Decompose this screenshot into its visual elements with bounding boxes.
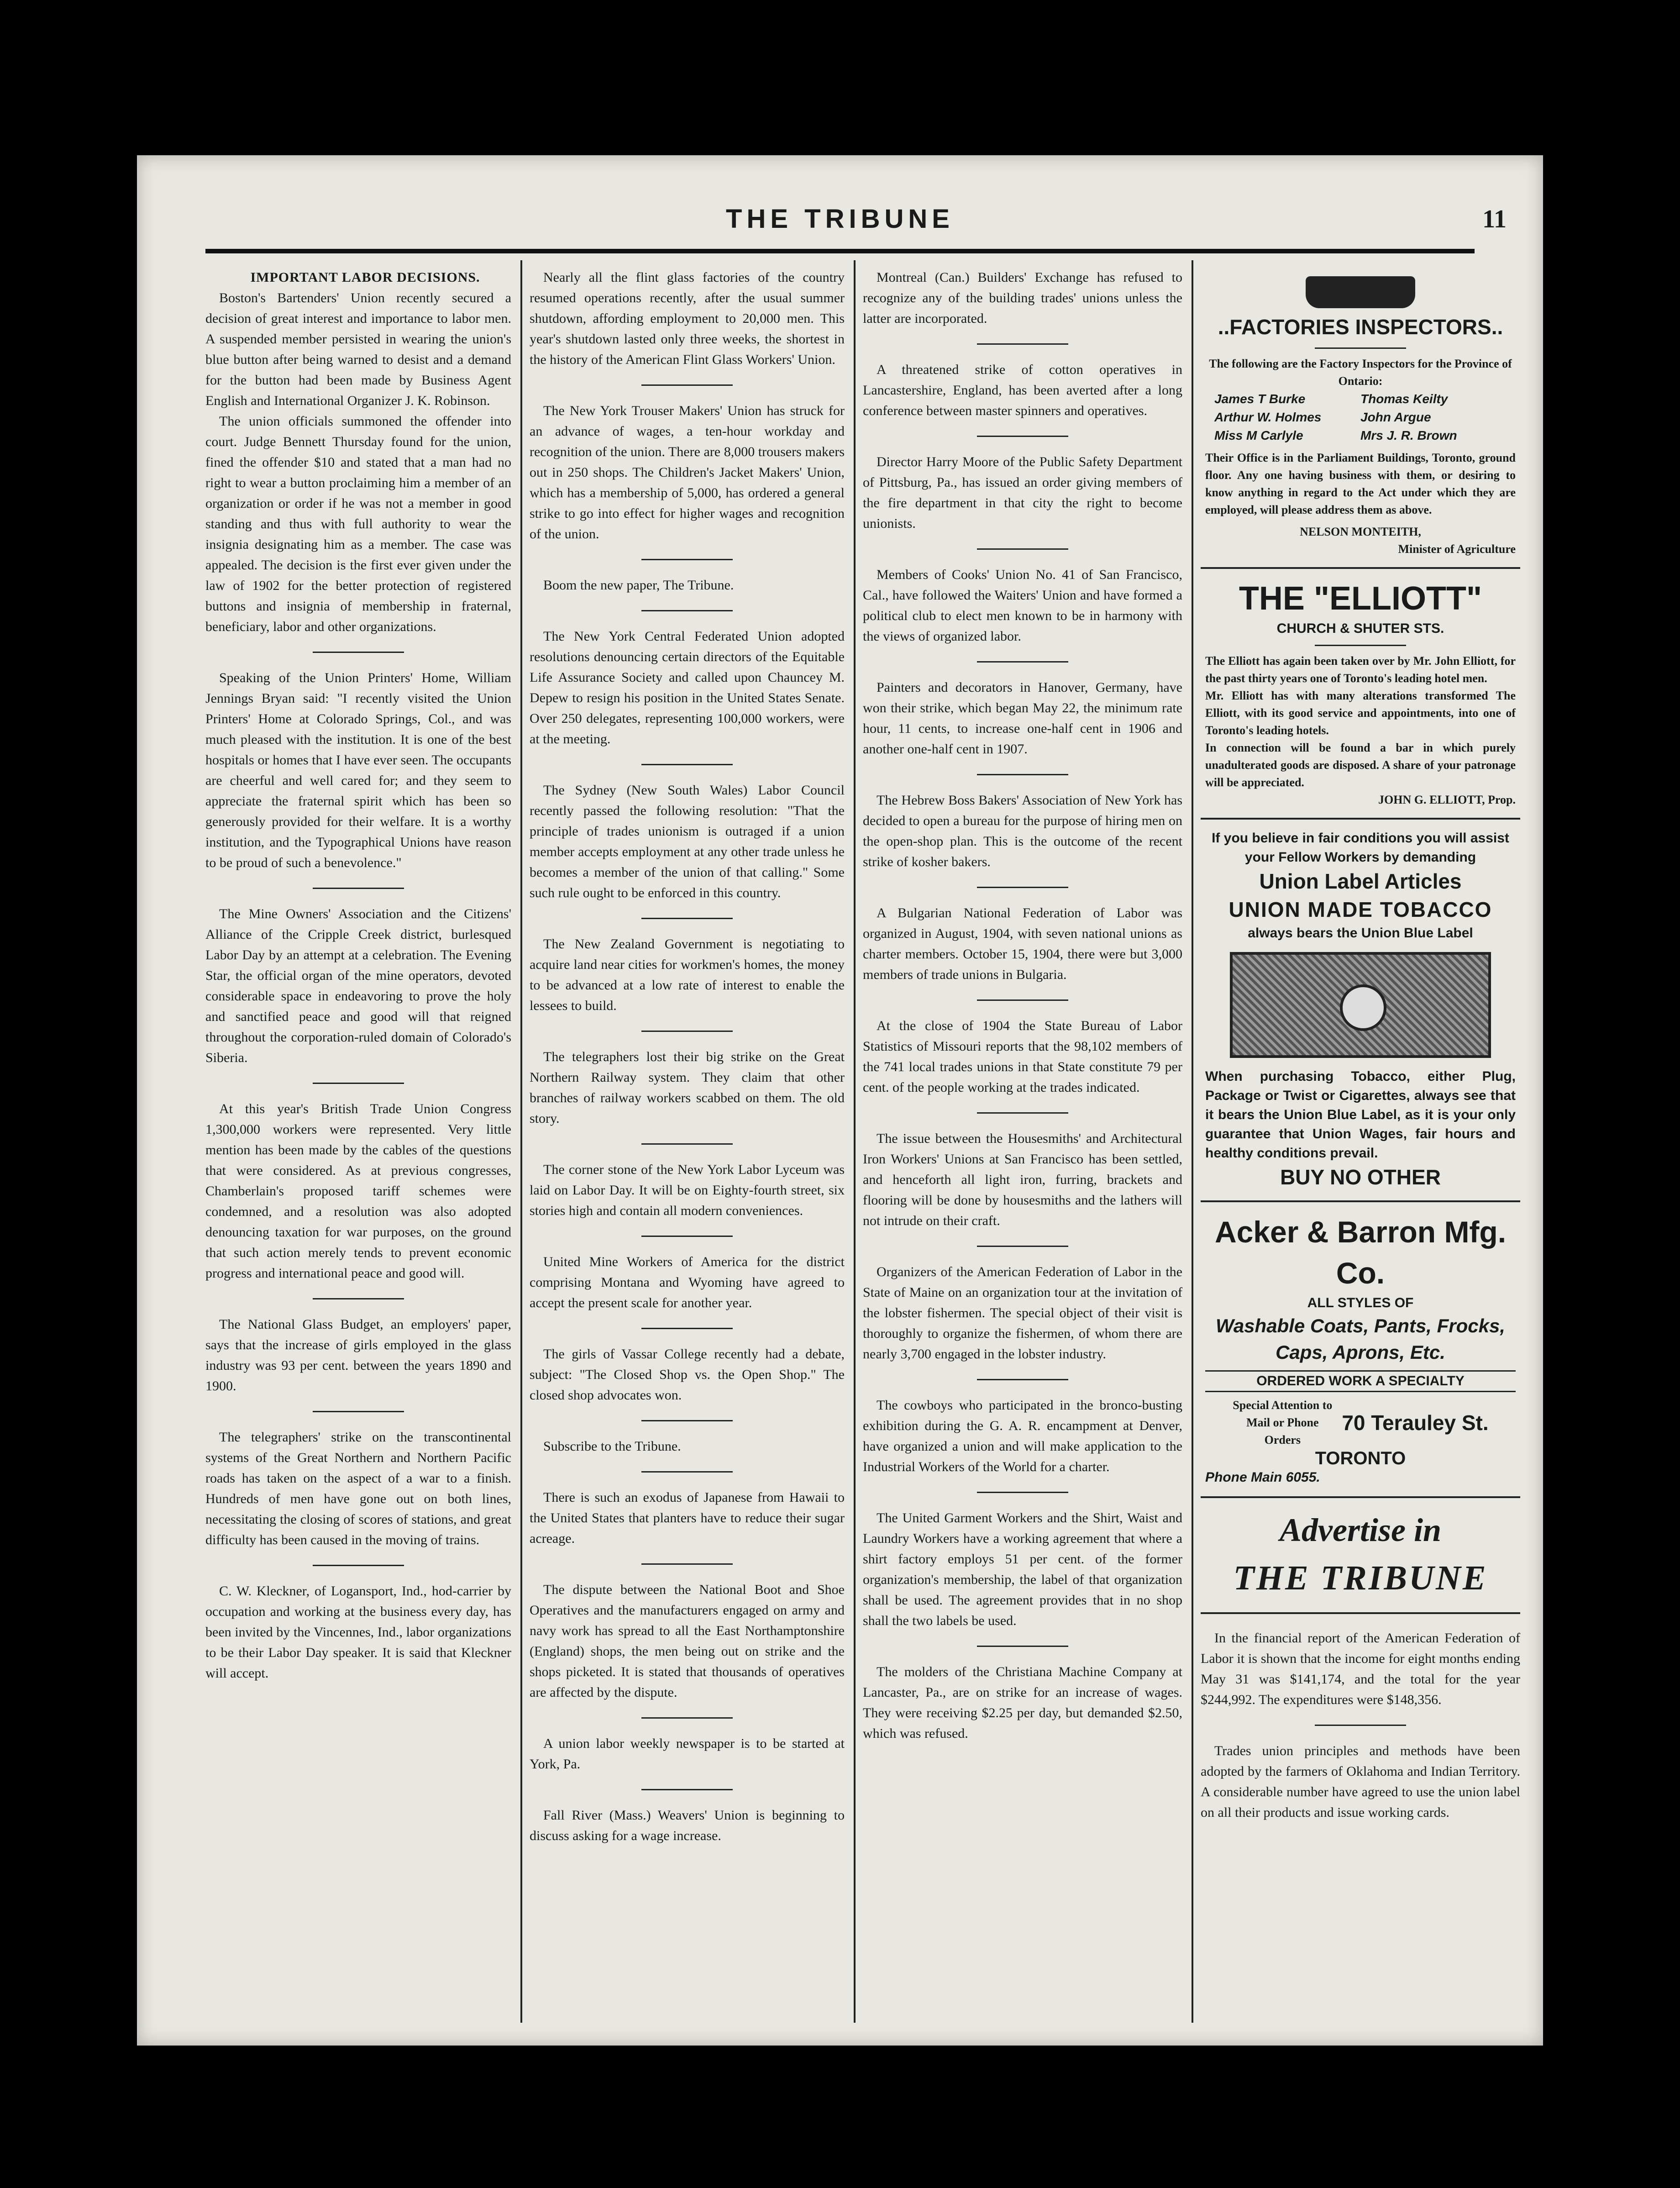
divider [1315,347,1406,349]
ad-signature: JOHN G. ELLIOTT, Prop. [1378,793,1516,806]
header-rule [205,249,1475,253]
article-text: The National Glass Budget, an employers' paper, says that the increase of girls employed in the glass industry was 93 per cent. between the years 1890 and 1900. [205,1317,511,1394]
article [863,343,1182,421]
column-1 [205,267,511,1698]
ad-title: THE "ELLIOTT" [1239,580,1482,617]
column-2 [530,267,845,1861]
ad-text: always bears the Union Blue Label [1248,926,1473,941]
article-text: The cowboys who participated in the bronco-busting exhibition during the G. A. R. encampment at Denver, have organized a union and will make application to the Industrial Workers of the World for a charter. [863,1398,1182,1474]
article-text: The United Garment Workers and the Shirt, Waist and Laundry Workers have a working agreement that where a shirt factory employs 51 per cent. of the former organization's membership, the label of that organization shall be used. The agreement provides that in no shop shall the two labels be used. [863,1510,1182,1628]
newspaper-page [137,155,1543,2046]
article [530,1031,845,1129]
article [530,559,845,595]
article-text: The telegraphers lost their big strike on the Great Northern Railway system. They claim that other branches of railway workers scabbed on them. The old story. [530,1049,845,1126]
ad-text: The following are the Factory Inspectors for the Province of Ontario: [1209,357,1512,388]
ad-text: Special Attention to Mail or Phone Orders [1233,1399,1333,1446]
inspector-name: Arthur W. Holmes [1214,410,1322,424]
ad-subtitle: CHURCH & SHUTER STS. [1276,621,1444,636]
ad-title: UNION MADE TOBACCO [1228,898,1492,921]
article [205,1298,511,1396]
article-text: Speaking of the Union Printers' Home, William Jennings Bryan said: "I recently visited the Union Printers' Home at Colorado Springs, Col., and was much pleased with the institution. It is one of the best hospitals or homes that I have ever seen. The occupants are cheerful and well cared for; and they seem to appreciate the fraternal spirit which has been so generously provided for their welfare. It is a worthy institution, and the Typographical Unions have reason to be proud of such a benevolence." [205,670,511,870]
article [205,652,511,873]
article-text: At the close of 1904 the State Bureau of Labor Statistics of Missouri reports that the 98,102 members of the 741 local trades unions in that State constitute 79 per cent. of the people working at the trades indicated. [863,1018,1182,1095]
article [205,888,511,1068]
article-text: The issue between the Housesmiths' and Architectural Iron Workers' Unions at San Francisco has been settled, and henceforth all light iron, furring, brackets and flooring will be done by housesmiths and the lathers will not intrude on their craft. [863,1131,1182,1228]
article [530,1236,845,1313]
article [863,436,1182,534]
article [530,1143,845,1221]
article-text: The telegraphers' strike on the transcontinental systems of the Great Northern and Northern Pacific roads has taken on the aspect of a war to a finish. Hundreds of men have gone out on both lines, necessitating the closing of scores of stations, and great difficulty has been caused in the moving of trains. [205,1430,511,1547]
article-text: The girls of Vassar College recently had a debate, subject: "The Closed Shop vs. the Open Shop." The closed shop advocates won. [530,1346,845,1403]
ad-signature-title: Minister of Agriculture [1398,542,1516,556]
article [863,661,1182,759]
column-divider [1192,260,1193,2023]
article-text: Painters and decorators in Hanover, Germany, have won their strike, which began May 22, the minimum rate hour, 11 cents, to increase one-half cent in 1906 and another one-half cent in 1907. [863,680,1182,757]
newspaper-title: THE TRIBUNE [726,204,954,234]
article [205,267,511,637]
crest-icon [1306,276,1415,308]
article-heading: IMPORTANT LABOR DECISIONS. [250,270,480,285]
ad-phone: Phone Main 6055. [1205,1470,1320,1485]
article-text: Boom the new paper, The Tribune. [543,578,734,593]
article-text: The union officials summoned the offender into court. Judge Bennett Thursday found for the union, fined the offender $10 and stated that a man had no right to wear a button proclaiming him a member of an organization or order if he was not a member in good standing and thus with full authority to wear the insignia designating him as a member. The case was appealed. The decision is the first ever given under the law of 1902 for the better protection of registered buttons and insignia of membership in fraternal, beneficiary, labor and other organizations. [205,414,511,634]
article [530,1420,845,1457]
ad-address: 70 Terauley St. [1342,1411,1489,1435]
article [530,764,845,903]
article [205,1565,511,1683]
article [863,1112,1182,1231]
article [863,1492,1182,1631]
article-text: The molders of the Christiana Machine Company at Lancaster, Pa., are on strike for an increase of wages. They were receiving $2.25 per day, but demanded $2.50, which was refused. [863,1664,1182,1741]
article-text: At this year's British Trade Union Congress 1,300,000 workers were represented. Very little mention has been made by the cables of the questions that were considered. As at previous congresses, Chamberlain's proposed tariff schemes were condemned, and a resolution was also adopted denouncing taxation for war purposes, on the ground that such action merely tends to prevent economic progress and international peace and good will. [205,1101,511,1281]
article-text: Montreal (Can.) Builders' Exchange has refused to recognize any of the building trades' unions unless the latter are incorporated. [863,270,1182,326]
article [530,610,845,749]
article [863,548,1182,647]
ad-title: Acker & Barron Mfg. Co. [1214,1215,1507,1290]
article [863,1646,1182,1744]
ad-text: If you believe in fair conditions you will assist your Fellow Workers by demanding [1212,831,1509,865]
ad-text: Washable Coats, Pants, Frocks, Caps, Aprons, Etc. [1215,1315,1506,1363]
ad-address-row [1205,1397,1516,1449]
article-text: Director Harry Moore of the Public Safety Department of Pittsburg, Pa., has issued an order giving members of the fire department in that city the right to become unionists. [863,454,1182,531]
article-text: The dispute between the National Boot and Shoe Operatives and the manufacturers engaged on army and navy work has spread to all the East Northamptonshire (England) shops, the men being out on strike and the shops picketed. It is stated that thousands of operatives are affected by the dispute. [530,1582,845,1700]
article [205,1411,511,1550]
article-text: Subscribe to the Tribune. [543,1439,681,1454]
article-text: The New York Central Federated Union adopted resolutions denouncing certain directors of the Equitable Life Assurance Society and called upon Chauncey M. Depew to resign his position in the United States Senate. Over 250 delegates, representing 100,000 workers, were at the meeting. [530,629,845,747]
inspector-name: John Argue [1360,410,1431,424]
article [1201,1628,1520,1710]
ad-signature: NELSON MONTEITH, [1300,525,1421,538]
article-text: A union labor weekly newspaper is to be started at York, Pa. [530,1736,845,1772]
article-text: Boston's Bartenders' Union recently secured a decision of great interest and importance to labor men. A suspended member persisted in wearing the union's blue button after being warned to desist and a demand for the button had been made by Business Agent English and International Organizer J. K. Robinson. [205,290,511,408]
ad-text: When purchasing Tobacco, either Plug, Package or Twist or Cigarettes, always see that it bears the Union Blue Label, as it is your only guarantee that Union Wages, fair hours and healthy conditions prevail. [1205,1069,1516,1161]
ad-title: ..FACTORIES INSPECTORS.. [1218,315,1503,339]
article [1201,1725,1520,1823]
inspector-name: Mrs J. R. Brown [1360,428,1457,442]
ad-title: Advertise in [1280,1512,1441,1548]
ad-text: In connection will be found a bar in which purely unadulterated goods are disposed. A share of your patronage will be appreciated. [1205,741,1516,789]
article [530,1563,845,1703]
ad-city: TORONTO [1315,1448,1406,1468]
article-text: A Bulgarian National Federation of Labor was organized in August, 1904, with seven national unions as charter members. October 15, 1904, there were but 3,000 members of trade unions in Bulgaria. [863,905,1182,982]
article-text: The corner stone of the New York Labor Lyceum was laid on Labor Day. It will be on Eighty-fourth street, six stories high and contain all modern conveniences. [530,1162,845,1218]
article [863,887,1182,985]
ad-text: Mr. Elliott has with many alterations transformed The Elliott, with its good service and appointments, into one of Toronto's leading hotels. [1205,689,1516,737]
divider [1315,645,1406,646]
article-text: United Mine Workers of America for the district comprising Montana and Wyoming have agreed to accept the present scale for another year. [530,1254,845,1310]
article [530,267,845,370]
masthead [137,192,1543,247]
page-number: 11 [1482,205,1507,233]
article-text: The New Zealand Government is negotiating to acquire land near cities for workmen's homes, the money to be advanced at a low rate of interest to enable the lessees to build. [530,936,845,1013]
inspector-name: Miss M Carlyle [1214,428,1303,442]
ad-title: Union Label Articles [1259,869,1462,893]
article [530,918,845,1016]
article-text: A threatened strike of cotton operatives in Lancastershire, England, has been averted after a long conference between master spinners and operatives. [863,362,1182,418]
article-text: Nearly all the flint glass factories of the country resumed operations recently, after the usual summer shutdown, affording employment to 20,000 men. This year's shutdown lasted only three weeks, the shortest in the history of the American Flint Glass Workers' Union. [530,270,845,367]
article [530,1789,845,1846]
article-text: The New York Trouser Makers' Union has struck for an advance of wages, a ten-hour workday and recognition of the union. There are 8,000 trousers makers out in 250 shops. The Children's Jacket Makers' Union, which has a membership of 5,000, has ordered a general strike to go into effect for higher wages and recognition of the union. [530,403,845,542]
article-text: Trades union principles and methods have been adopted by the farmers of Oklahoma and Indian Territory. A considerable number have agreed to use the union label on all their products and issue working cards. [1201,1743,1520,1820]
advertise-ad [1201,1498,1520,1614]
article-text: There is such an exodus of Japanese from Hawaii to the United States that planters have to reduce their sugar acreage. [530,1490,845,1546]
article [205,1083,511,1283]
article [530,384,845,544]
column-3 [863,267,1182,1758]
ad-text: Their Office is in the Parliament Buildings, Toronto, ground floor. Any one having business with them, or desiring to know anything in regard to the Act under which they are employed, will please address them as above. [1205,451,1516,516]
column-4-ads [1201,267,1520,1837]
ad-text: ORDERED WORK A SPECIALTY [1205,1370,1516,1392]
article [863,774,1182,872]
union-label-image [1230,952,1491,1058]
article [863,1246,1182,1364]
inspector-name: James T Burke [1214,392,1306,406]
article [530,1717,845,1774]
ad-text: The Elliott has again been taken over by Mr. John Elliott, for the past thirty years one of Toronto's leading hotel men. [1205,654,1516,685]
article [863,1379,1182,1477]
article-text: Fall River (Mass.) Weavers' Union is beginning to discuss asking for a wage increase. [530,1808,845,1843]
inspector-names [1205,390,1516,445]
article [530,1328,845,1405]
union-seal-icon [1340,984,1386,1031]
union-label-ad [1201,820,1520,1202]
factory-inspectors-ad [1201,267,1520,569]
elliott-hotel-ad [1201,569,1520,820]
acker-barron-ad [1201,1202,1520,1498]
ad-title: THE TRIBUNE [1233,1559,1488,1597]
article-text: The Hebrew Boss Bakers' Association of New York has decided to open a bureau for the purpose of hiring men on the open-shop plan. This is the outcome of the recent strike of kosher bakers. [863,793,1182,869]
article [530,1471,845,1549]
article [863,267,1182,329]
ad-title: BUY NO OTHER [1280,1165,1441,1189]
article-text: C. W. Kleckner, of Logansport, Ind., hod-carrier by occupation and working at the business every day, has been invited by the Vincennes, Ind., labor organizations to be their Labor Day speaker. It is said that Kleckner will accept. [205,1583,511,1681]
article-text: Organizers of the American Federation of Labor in the State of Maine on an organization tour at the invitation of the lobster fishermen. The special object of their visit is thoroughly to organize the fishermen, of whom there are nearly 3,700 engaged in the lobster industry. [863,1264,1182,1362]
ad-text: ALL STYLES OF [1307,1295,1414,1310]
article-text: The Sydney (New South Wales) Labor Council recently passed the following resolution: "That the principle of trades unionism is outraged if a union member accepts employment at any other trade unless he becomes a member of the union of that calling." Some such rule ought to be enforced in this country. [530,783,845,900]
column-divider [520,260,522,2023]
article-text: Members of Cooks' Union No. 41 of San Francisco, Cal., have followed the Waiters' Union and have formed a political club to elect men known to be in harmony with the views of organized labor. [863,567,1182,644]
article-text: The Mine Owners' Association and the Citizens' Alliance of the Cripple Creek district, burlesqued Labor Day by an attempt at a celebration. The Evening Star, the official organ of the mine operators, devoted considerable space in endeavoring to prove the holy and sanctified peace and good will that reigned throughout the corporation-ruled domain of Colorado's Siberia. [205,906,511,1065]
article-text: In the financial report of the American Federation of Labor it is shown that the income for eight months ending May 31 was $141,174, and the total for the year $244,992. The expenditures were $148,356. [1201,1630,1520,1707]
article [863,999,1182,1098]
column-divider [854,260,856,2023]
inspector-name: Thomas Keilty [1360,392,1448,406]
